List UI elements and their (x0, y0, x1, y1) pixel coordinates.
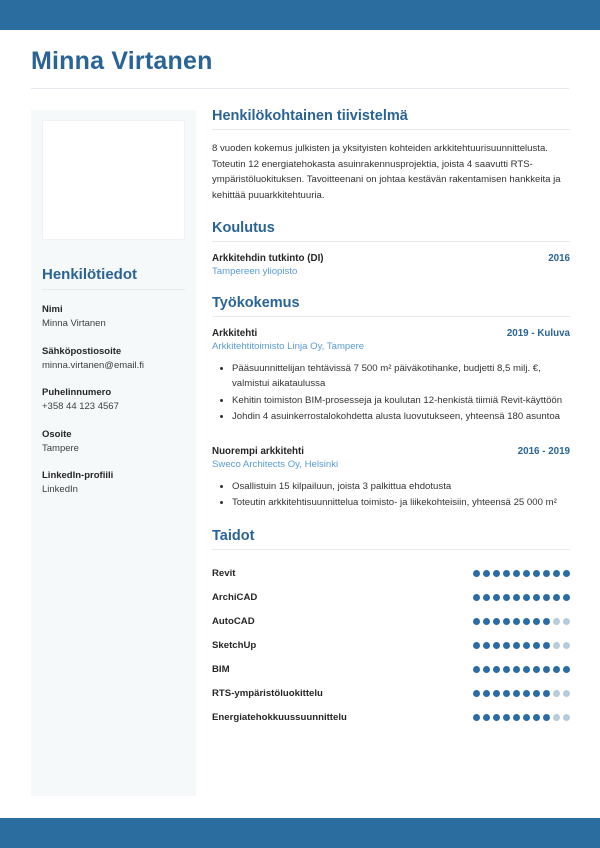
skill-name: BIM (212, 663, 230, 675)
skill-dot-filled (533, 594, 540, 601)
skill-row (212, 681, 570, 705)
skill-dot-filled (543, 690, 550, 697)
entry (212, 253, 570, 277)
spacer (212, 514, 570, 528)
contact-item-value: LinkedIn (42, 484, 78, 496)
section-summary (212, 108, 570, 203)
entry (212, 446, 570, 511)
skill-dot-filled (493, 594, 500, 601)
skill-dot-filled (543, 666, 550, 673)
skill-row (212, 633, 570, 657)
skill-dot-filled (473, 690, 480, 697)
skill-dot-filled (493, 642, 500, 649)
skill-dot-filled (503, 618, 510, 625)
skill-dot-empty (563, 690, 570, 697)
skill-dot-filled (543, 570, 550, 577)
entry-header (212, 328, 570, 339)
entry-bullet-list (212, 479, 570, 511)
skills-list (212, 561, 570, 729)
contact-item-value: minna.virtanen@email.fi (42, 359, 145, 371)
skill-dot-filled (553, 666, 560, 673)
skill-dot-filled (513, 690, 520, 697)
contact-item (42, 345, 185, 374)
skill-dot-filled (523, 714, 530, 721)
skill-dot-empty (553, 642, 560, 649)
skill-dot-filled (503, 714, 510, 721)
contact-item-label: Osoite (42, 428, 72, 440)
entry-date: 2019 - Kuluva (506, 328, 570, 340)
skill-dot-filled (513, 714, 520, 721)
skill-dot-filled (493, 618, 500, 625)
experience-heading: Työkokemus (212, 295, 300, 312)
skill-dot-filled (473, 594, 480, 601)
skill-level-meter (473, 570, 570, 577)
skill-dot-filled (563, 594, 570, 601)
entry (212, 328, 570, 424)
experience-divider (212, 316, 570, 317)
skill-row (212, 657, 570, 681)
skill-dot-filled (483, 690, 490, 697)
skill-dot-filled (473, 666, 480, 673)
skill-dot-empty (563, 714, 570, 721)
skill-dot-filled (493, 714, 500, 721)
skill-dot-filled (523, 570, 530, 577)
contact-item-value: Minna Virtanen (42, 318, 106, 330)
skill-dot-filled (503, 642, 510, 649)
skill-dot-filled (513, 570, 520, 577)
main-content (212, 108, 570, 733)
skill-level-meter (473, 618, 570, 625)
summary-divider (212, 129, 570, 130)
entry-date: 2016 (548, 253, 570, 265)
entry-title: Arkkitehti (212, 328, 258, 340)
skill-dot-filled (533, 714, 540, 721)
entry-title: Nuorempi arkkitehti (212, 445, 305, 457)
skill-level-meter (473, 690, 570, 697)
skill-dot-empty (553, 618, 560, 625)
skill-row (212, 561, 570, 585)
contact-item (42, 428, 185, 457)
page-title: Minna Virtanen (31, 47, 213, 75)
skill-dot-filled (533, 642, 540, 649)
contact-item (42, 469, 185, 498)
spacer (212, 281, 570, 295)
skills-heading: Taidot (212, 528, 255, 545)
skill-dot-filled (513, 594, 520, 601)
sidebar-heading: Henkilötiedot (42, 266, 138, 283)
skill-dot-filled (523, 666, 530, 673)
skill-dot-filled (523, 594, 530, 601)
entry-subtitle: Arkkitehtitoimisto Linja Oy, Tampere (212, 341, 365, 353)
entry-title: Arkkitehdin tutkinto (DI) (212, 253, 324, 265)
skill-dot-filled (533, 690, 540, 697)
sidebar-heading-divider (42, 289, 185, 290)
skill-dot-filled (513, 618, 520, 625)
contact-item-label: LinkedIn-profiili (42, 470, 114, 481)
skill-dot-filled (493, 666, 500, 673)
skill-dot-filled (513, 666, 520, 673)
contact-item-label: Nimi (42, 304, 63, 315)
section-skills (212, 528, 570, 729)
summary-text: 8 vuoden kokemus julkisten ja yksityisten kohteiden arkkitehtuurisuunnittelusta. Toteutin 12 energiatehokasta asuinrakennusprojektia, joista 4 saavutti RTS-ympäristöluokituksen. Tavoitteenani on johtaa kestävän rakentamisen hankkeita ja kehittää puuarkkitehtuuria. (212, 143, 561, 201)
skill-dot-filled (533, 666, 540, 673)
entry-bullet: • Kehitin toimiston BIM-prosesseja ja koulutan 12-henkistä tiimiä Revit-käyttöön (232, 393, 570, 408)
contact-item-value: +358 44 123 4567 (42, 401, 119, 413)
skill-name: Revit (212, 567, 236, 579)
skill-dot-filled (543, 642, 550, 649)
sidebar (31, 110, 196, 796)
experience-list (212, 328, 570, 510)
skill-dot-empty (553, 714, 560, 721)
skill-dot-filled (543, 594, 550, 601)
skill-row (212, 609, 570, 633)
skill-dot-filled (473, 642, 480, 649)
skill-dot-filled (473, 618, 480, 625)
skill-dot-filled (563, 666, 570, 673)
skill-dot-filled (483, 618, 490, 625)
header-accent-bar (0, 0, 600, 30)
skill-dot-filled (523, 618, 530, 625)
skill-dot-empty (563, 642, 570, 649)
skills-divider (212, 549, 570, 550)
skill-dot-filled (483, 714, 490, 721)
skill-dot-filled (553, 570, 560, 577)
skill-dot-filled (483, 642, 490, 649)
skill-dot-filled (483, 570, 490, 577)
skill-name: RTS-ympäristöluokittelu (212, 687, 323, 699)
skill-dot-filled (493, 570, 500, 577)
skill-row (212, 705, 570, 729)
skill-dot-filled (483, 594, 490, 601)
contact-item (42, 386, 185, 415)
photo-placeholder (42, 120, 185, 240)
skill-name: ArchiCAD (212, 591, 258, 603)
skill-dot-filled (513, 642, 520, 649)
entry-date: 2016 - 2019 (517, 445, 570, 457)
skill-dot-filled (503, 690, 510, 697)
skill-dot-filled (493, 690, 500, 697)
title-divider (31, 88, 569, 89)
entry-bullet: • Toteutin arkkitehtisuunnittelua toimisto- ja liikekohteisiin, yhteensä 25 000 m² (232, 495, 570, 510)
skill-dot-filled (533, 570, 540, 577)
skill-name: Energiatehokkuussuunnittelu (212, 711, 347, 723)
entry-bullet: • Johdin 4 asuinkerrostalokohdetta alusta luovutukseen, yhteensä 180 asuntoa (232, 409, 570, 424)
skill-dot-filled (483, 666, 490, 673)
education-divider (212, 241, 570, 242)
entry-bullet: • Osallistuin 15 kilpailuun, joista 3 palkittua ehdotusta (232, 479, 570, 494)
contact-list (42, 303, 185, 498)
skill-dot-filled (533, 618, 540, 625)
skill-dot-filled (503, 666, 510, 673)
section-education (212, 220, 570, 277)
contact-item (42, 303, 185, 332)
skill-name: SketchUp (212, 639, 257, 651)
footer-accent-bar (0, 818, 600, 848)
skill-dot-empty (563, 618, 570, 625)
skill-dot-filled (503, 570, 510, 577)
spacer (212, 429, 570, 446)
entry-subtitle: Sweco Architects Oy, Helsinki (212, 458, 339, 470)
skill-level-meter (473, 594, 570, 601)
skill-dot-filled (473, 570, 480, 577)
contact-item-label: Puhelinnumero (42, 387, 112, 398)
education-heading: Koulutus (212, 220, 275, 237)
skill-dot-filled (523, 642, 530, 649)
skill-level-meter (473, 714, 570, 721)
skill-level-meter (473, 642, 570, 649)
entry-header (212, 446, 570, 457)
skill-level-meter (473, 666, 570, 673)
contact-item-value: Tampere (42, 442, 79, 454)
skill-row (212, 585, 570, 609)
entry-bullet: • Pääsuunnittelijan tehtävissä 7 500 m² päiväkotihanke, budjetti 8,5 milj. €, valmistui aikataulussa (232, 361, 570, 392)
contact-item-label: Sähköpostiosoite (42, 345, 122, 357)
entry-subtitle: Tampereen yliopisto (212, 266, 298, 278)
entry-bullet-list (212, 361, 570, 424)
skill-dot-filled (543, 714, 550, 721)
skill-name: AutoCAD (212, 615, 255, 627)
skill-dot-filled (523, 690, 530, 697)
skill-dot-filled (563, 570, 570, 577)
skill-dot-filled (553, 594, 560, 601)
education-list (212, 253, 570, 277)
name-block (31, 48, 569, 89)
section-experience (212, 295, 570, 510)
skill-dot-filled (473, 714, 480, 721)
skill-dot-empty (553, 690, 560, 697)
summary-heading: Henkilökohtainen tiivistelmä (212, 108, 408, 124)
skill-dot-filled (543, 618, 550, 625)
entry-header (212, 253, 570, 264)
skill-dot-filled (503, 594, 510, 601)
